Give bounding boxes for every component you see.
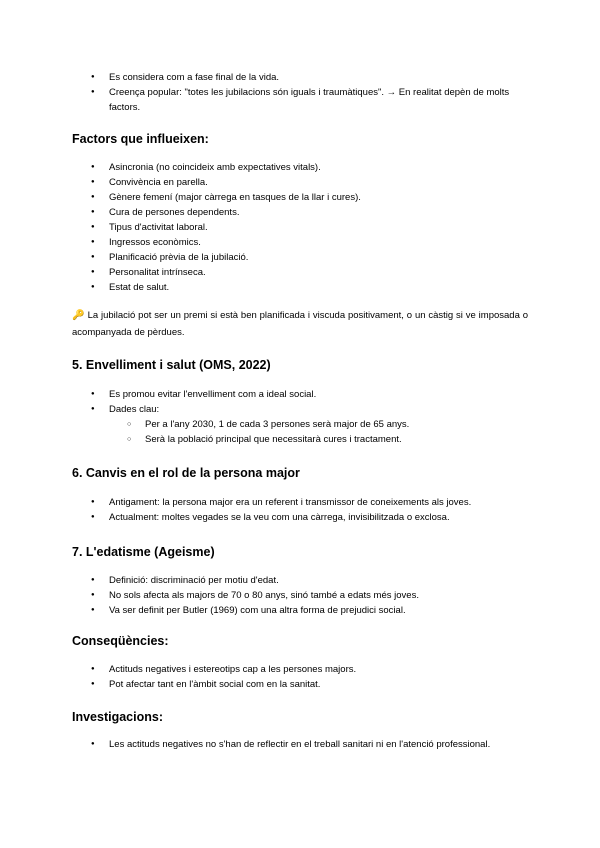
list-item: ● Personalitat intrínseca. bbox=[0, 265, 600, 280]
list-item: ● Actituds negatives i estereotips cap a les persones majors. bbox=[0, 662, 600, 677]
factors-heading: Factors que influeixen: bbox=[72, 132, 209, 146]
investigacions-heading: Investigacions: bbox=[72, 710, 163, 724]
factors-list bbox=[0, 160, 600, 295]
section5-list bbox=[0, 387, 600, 447]
list-item: ● Definició: discriminació per motiu d'edat. bbox=[0, 573, 600, 588]
investigacions-list bbox=[0, 737, 600, 752]
section7-heading: 7. L'edatisme (Ageisme) bbox=[72, 545, 215, 559]
list-item: ● Antigament: la persona major era un referent i transmissor de coneixements als joves. bbox=[0, 495, 600, 510]
intro-list bbox=[0, 70, 600, 115]
key-icon: 🔑 bbox=[72, 310, 85, 321]
list-item: ● Gènere femení (major càrrega en tasques de la llar i cures). bbox=[0, 190, 600, 205]
list-item: ● Creença popular: "totes les jubilacions són iguals i traumàtiques". → En realitat depèn de molts factors. bbox=[0, 85, 600, 115]
sublist-item: ○ Serà la població principal que necessitarà cures i tractament. bbox=[145, 432, 520, 447]
section6-list bbox=[0, 495, 600, 525]
sublist-item: ○ Per a l'any 2030, 1 de cada 3 persones serà major de 65 anys. bbox=[145, 417, 520, 432]
list-item: ● Va ser definit per Butler (1969) com una altra forma de prejudici social. bbox=[0, 603, 600, 618]
list-item: ● Actualment: moltes vegades se la veu com una càrrega, invisibilitzada o exclosa. bbox=[0, 510, 600, 525]
list-item: ● Estat de salut. bbox=[0, 280, 600, 295]
list-item: ● Asincronia (no coincideix amb expectatives vitals). bbox=[0, 160, 600, 175]
consequencies-list bbox=[0, 662, 600, 692]
list-item: ● Es promou evitar l'envelliment com a ideal social. bbox=[0, 387, 600, 402]
section5-heading: 5. Envelliment i salut (OMS, 2022) bbox=[72, 358, 271, 372]
list-item bbox=[0, 402, 600, 447]
consequencies-heading: Conseqüències: bbox=[72, 634, 169, 648]
jubilacio-note bbox=[72, 307, 528, 341]
list-item: ● Ingressos econòmics. bbox=[0, 235, 600, 250]
sublist bbox=[109, 417, 520, 447]
list-item: ● Pot afectar tant en l'àmbit social com en la sanitat. bbox=[0, 677, 600, 692]
list-item-label: Dades clau: bbox=[109, 404, 160, 415]
list-item: ● Convivència en parella. bbox=[0, 175, 600, 190]
section6-heading: 6. Canvis en el rol de la persona major bbox=[72, 466, 300, 480]
section7-list bbox=[0, 573, 600, 618]
list-item: ● Planificació prèvia de la jubilació. bbox=[0, 250, 600, 265]
list-item: ● Es considera com a fase final de la vida. bbox=[0, 70, 600, 85]
note-text: La jubilació pot ser un premi si està ben planificada i viscuda positivament, o un càstig si ve imposada o acompanyada de pèrdues. bbox=[72, 310, 529, 338]
list-item: ● Les actituds negatives no s'han de reflectir en el treball sanitari ni en l'atenció professional. bbox=[0, 737, 600, 752]
list-item: ● No sols afecta als majors de 70 o 80 anys, sinó també a edats més joves. bbox=[0, 588, 600, 603]
list-item: ● Tipus d'activitat laboral. bbox=[0, 220, 600, 235]
list-item: ● Cura de persones dependents. bbox=[0, 205, 600, 220]
